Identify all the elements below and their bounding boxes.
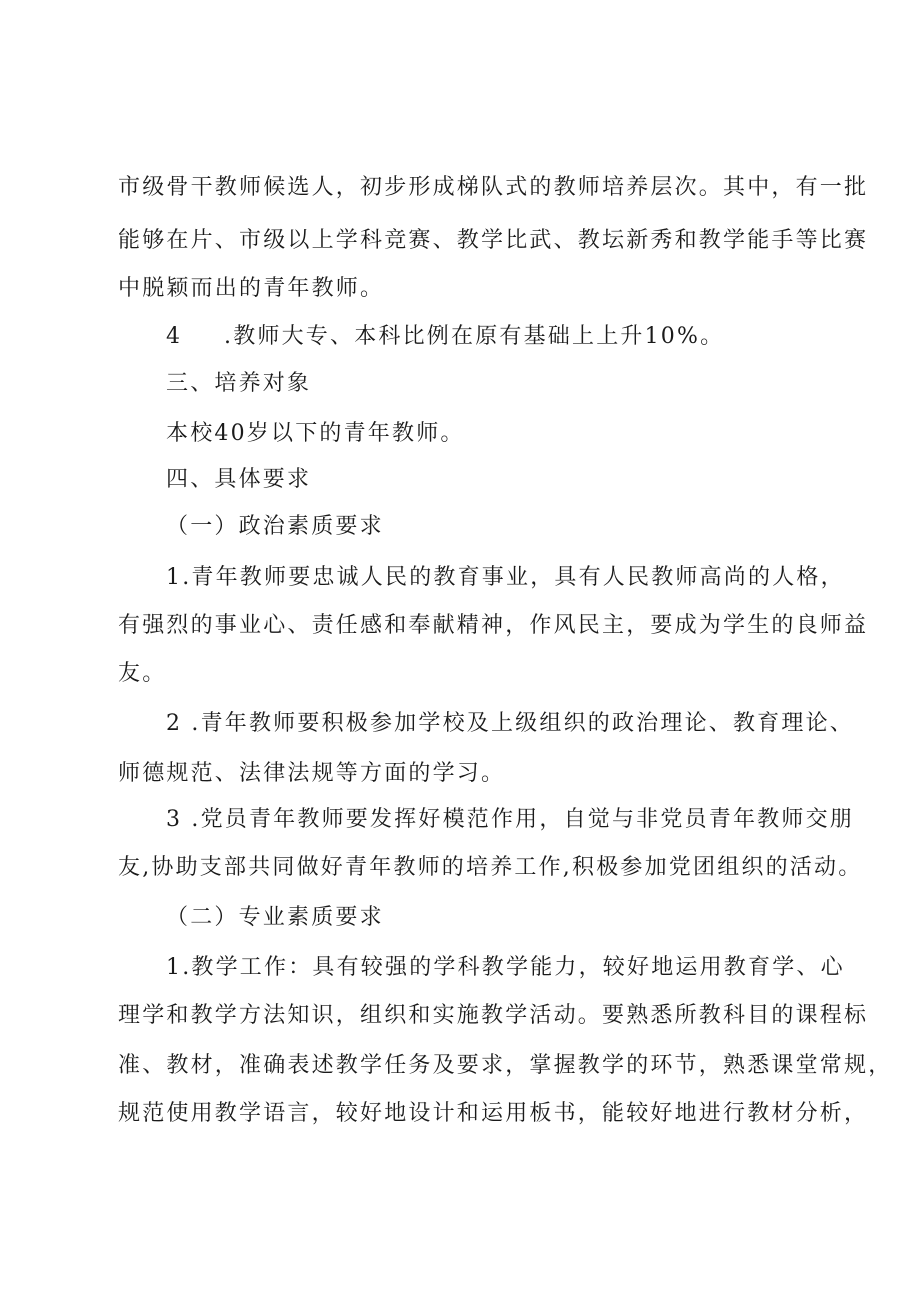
list-item-4 [166,323,724,351]
paragraph-line: 规范使用教学语言，较好地设计和运用板书，能较好地进行教材分析， [118,1101,869,1126]
paragraph-line: 能够在片、市级以上学科竞赛、教学比武、教坛新秀和教学能手等比赛 [118,228,869,253]
paragraph-line: 3 .党员青年教师要发挥好模范作用，自觉与非党员青年教师交朋 [166,807,854,832]
paragraph-line: 本校40岁以下的青年教师。 [166,421,465,446]
paragraph-line: 2 .青年教师要积极参加学校及上级组织的政治理论、教育理论、 [166,711,854,736]
section-heading: 三、培养对象 [166,371,312,396]
paragraph-line: 友。 [118,661,167,686]
paragraph-line: 1.青年教师要忠诚人民的教育事业，具有人民教师高尚的人格， [166,565,845,590]
paragraph-line: 准、教材，准确表述教学任务及要求，掌握教学的环节，熟悉课堂常规， [118,1053,893,1078]
section-heading: 四、具体要求 [166,467,312,492]
subsection-heading: （二）专业素质要求 [166,905,384,930]
paragraph-line: 市级骨干教师候选人，初步形成梯队式的教师培养层次。其中，有一批 [118,175,869,200]
list-number: 4 [166,324,183,349]
paragraph-line: 师德规范、法律法规等方面的学习。 [118,761,506,786]
list-item-text: .教师大专、本科比例在原有基础上上升10%。 [224,324,725,349]
paragraph-line: 中脱颖而出的青年教师。 [118,276,385,301]
paragraph-line: 有强烈的事业心、责任感和奉献精神，作风民主，要成为学生的良师益 [118,613,869,638]
paragraph-line: 1.教学工作：具有较强的学科教学能力，较好地运用教育学、心 [166,955,845,980]
paragraph-line: 友,协助支部共同做好青年教师的培养工作,积极参加党团组织的活动。 [118,855,863,880]
subsection-heading: （一）政治素质要求 [166,514,384,539]
paragraph-line: 理学和教学方法知识，组织和实施教学活动。要熟悉所教科目的课程标 [118,1003,869,1028]
